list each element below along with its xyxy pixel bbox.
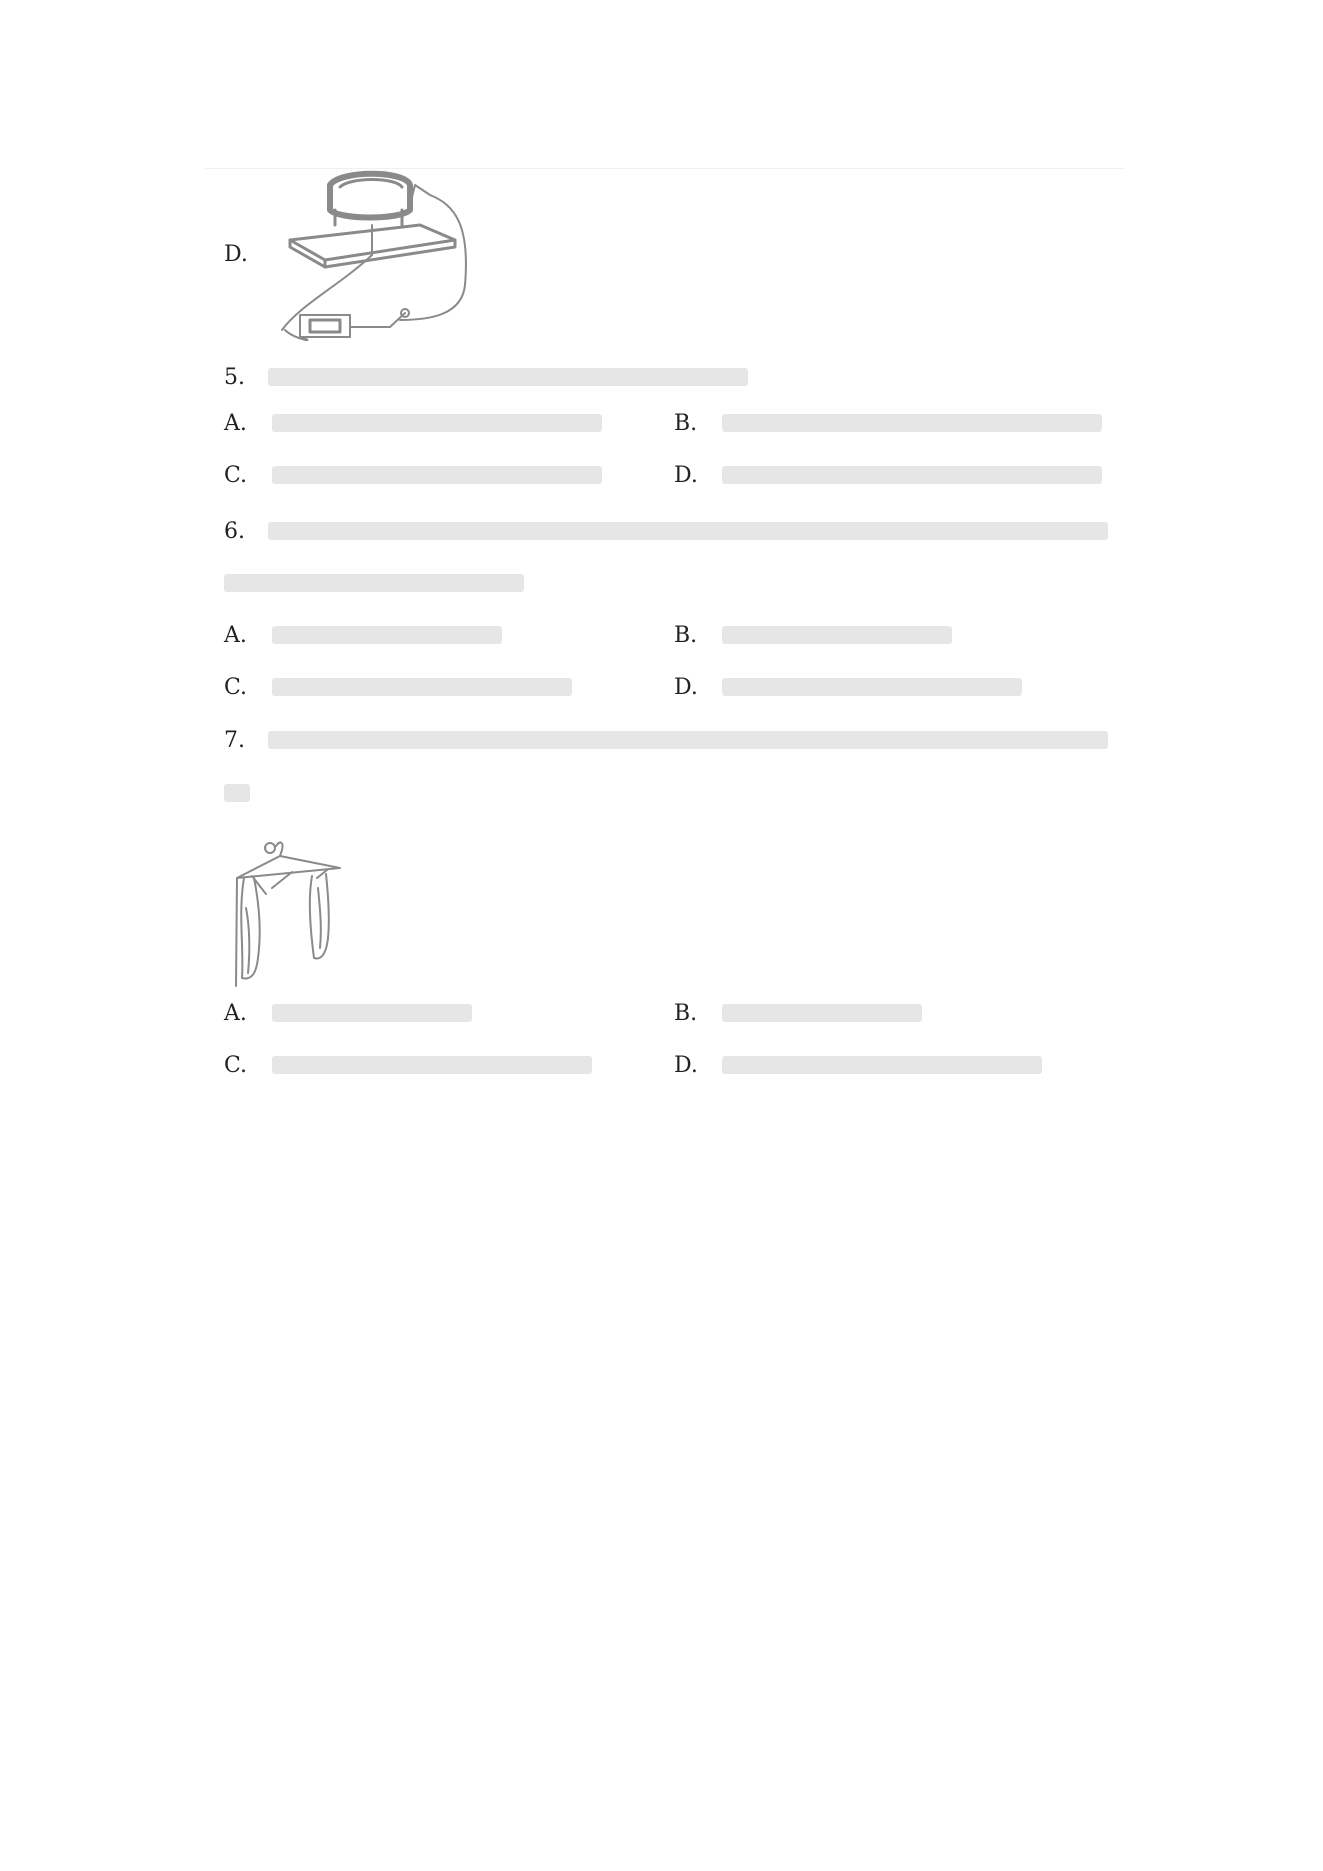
electromagnet-apparatus-figure <box>280 165 490 350</box>
option-letter: D. <box>674 1052 698 1078</box>
option-d-figure-label: D. <box>224 242 248 267</box>
question-6-options-row-1 <box>224 615 1124 655</box>
option-letter: D. <box>674 674 698 700</box>
question-5-options-row-2 <box>224 455 1124 495</box>
question-6 <box>224 511 1108 551</box>
option-text-placeholder <box>272 1004 472 1022</box>
question-6-text-placeholder-1 <box>268 522 1108 540</box>
question-7-options-row-1 <box>224 993 1124 1033</box>
question-5 <box>224 357 748 397</box>
option-letter: B. <box>674 1000 698 1026</box>
option-text-placeholder <box>722 1056 1042 1074</box>
question-5-number: 5. <box>224 364 245 390</box>
question-6-text-placeholder-2 <box>224 574 524 592</box>
question-7-text-placeholder-2 <box>224 784 250 802</box>
question-7 <box>224 720 1108 760</box>
option-text-placeholder <box>722 626 952 644</box>
option-text-placeholder <box>722 1004 922 1022</box>
question-7-text-placeholder-1 <box>268 731 1108 749</box>
option-letter: A. <box>224 410 247 436</box>
question-7-options-row-2 <box>224 1045 1124 1085</box>
option-letter: B. <box>674 622 698 648</box>
question-6-options-row-2 <box>224 667 1124 707</box>
question-6-number: 6. <box>224 518 245 544</box>
option-text-placeholder <box>272 466 602 484</box>
question-6-continued <box>224 563 524 603</box>
question-7-continued <box>224 773 250 813</box>
hanger-with-clips-figure <box>232 838 347 988</box>
option-letter: C. <box>224 462 248 488</box>
option-letter: A. <box>224 622 247 648</box>
option-text-placeholder <box>722 414 1102 432</box>
option-text-placeholder <box>272 678 572 696</box>
option-letter: D. <box>674 462 698 488</box>
question-5-text-placeholder <box>268 368 748 386</box>
option-text-placeholder <box>272 626 502 644</box>
option-text-placeholder <box>272 1056 592 1074</box>
option-text-placeholder <box>272 414 602 432</box>
option-letter: A. <box>224 1000 247 1026</box>
option-letter: C. <box>224 674 248 700</box>
option-letter: C. <box>224 1052 248 1078</box>
option-letter: B. <box>674 410 698 436</box>
option-text-placeholder <box>722 678 1022 696</box>
option-text-placeholder <box>722 466 1102 484</box>
question-7-number: 7. <box>224 727 245 753</box>
question-5-options-row-1 <box>224 403 1124 443</box>
